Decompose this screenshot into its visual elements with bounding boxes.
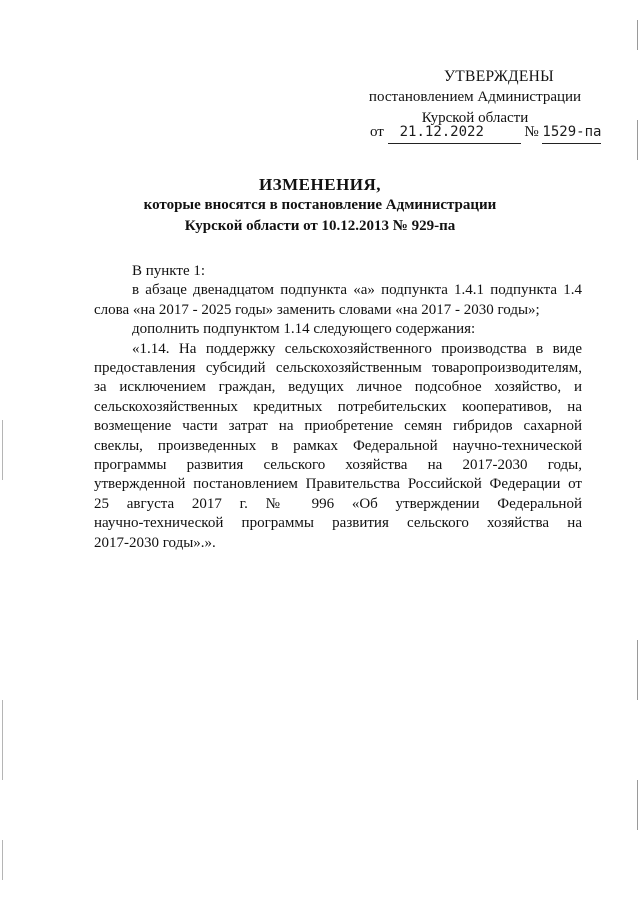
quote-line: программы развития сельского хозяйства на 2017-2030 годы, <box>94 457 582 474</box>
quote-line: утвержденной постановлением Правительства Российской Федерации от <box>94 476 582 493</box>
number-label: № <box>524 124 539 140</box>
paragraph-2-line-1: в абзаце двенадцатом подпункта «а» подпункта 1.4.1 подпункта 1.4 <box>132 282 582 299</box>
quote-line: возмещение части затрат на приобретение семян гибридов сахарной <box>94 418 582 435</box>
approval-stamp <box>365 66 585 129</box>
from-label: от <box>370 124 384 140</box>
quote-line: за исключением граждан, ведущих личное подсобное хозяйство, и <box>94 379 582 396</box>
approval-date: 21.12.2022 <box>399 124 484 140</box>
quote-line: «1.14. На поддержку сельскохозяйственного производства в виде <box>132 340 582 357</box>
paragraph-3: дополнить подпунктом 1.14 следующего содержания: <box>132 321 476 338</box>
quote-line: научно-технической программы развития сельского хозяйства на <box>94 515 582 532</box>
document-body <box>94 262 582 553</box>
paragraph-1: В пункте 1: <box>132 263 206 279</box>
quote-line: сельскохозяйственных кредитных потребительских кооперативов, на <box>94 398 582 415</box>
quote-last-line: 2017-2030 годы».». <box>94 534 216 551</box>
approval-heading: УТВЕРЖДЕНЫ <box>444 68 554 85</box>
title-line-2: которые вносятся в постановление Администрации <box>143 197 497 213</box>
title-main: ИЗМЕНЕНИЯ, <box>258 175 382 194</box>
title-line-3: Курской области от 10.12.2013 № 929-па <box>184 218 456 234</box>
scan-edge-marks <box>637 0 639 905</box>
quote-line: 25 августа 2017 г. № 996 «Об утверждении Федеральной <box>94 495 582 512</box>
quote-line: предоставления субсидий сельскохозяйственным товаропроизводителям, <box>94 360 582 377</box>
document-title <box>60 174 580 237</box>
approval-number: 1529-па <box>542 124 602 140</box>
approval-line-1: постановлением Администрации <box>368 89 582 105</box>
paragraph-2-line-2: слова «на 2017 - 2025 годы» заменить словами «на 2017 - 2030 годы»; <box>94 301 540 318</box>
approval-reference <box>370 122 601 144</box>
approval-line-2: Курской области <box>421 110 529 126</box>
quote-line: свеклы, произведенных в рамках Федеральной научно-технической <box>94 437 582 454</box>
